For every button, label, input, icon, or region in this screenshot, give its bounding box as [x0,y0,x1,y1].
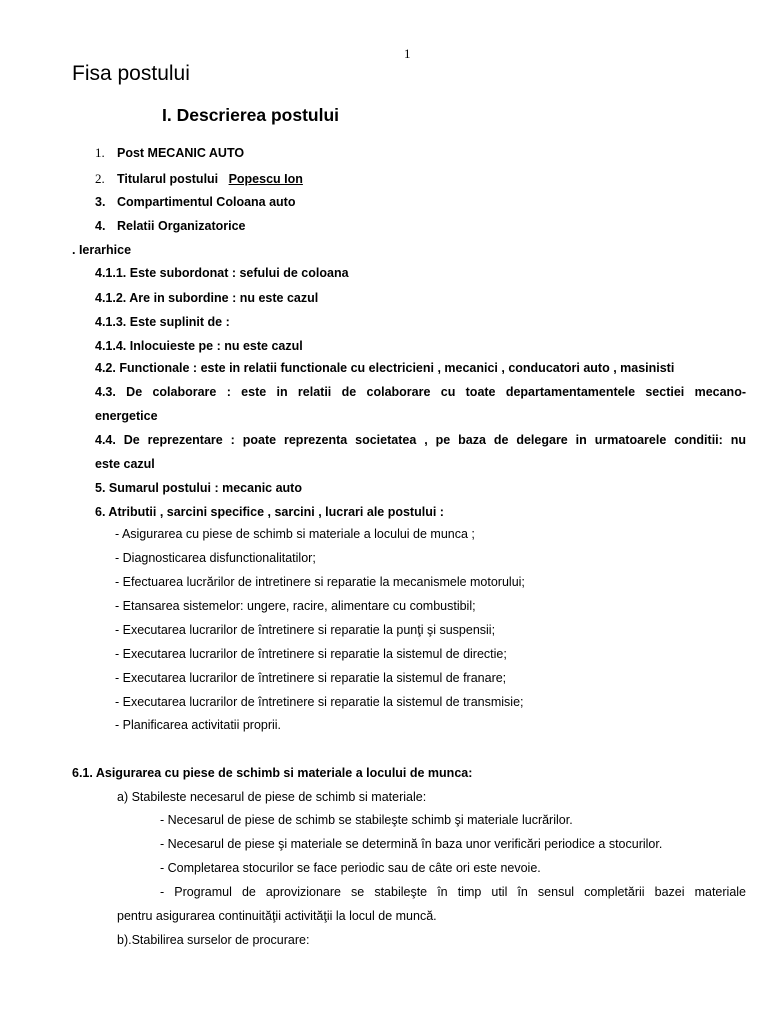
employee-name: Popescu Ion [228,172,303,186]
program-line: - Programul de aprovizionare se stabileşte în timp util în sensul completării bazei materiale [160,885,746,899]
reprezentare-line-cont: este cazul [95,457,155,471]
program-line-cont: pentru asigurarea continuităţii activităţii la locul de muncă. [117,909,437,923]
relation-line: 4.1.3. Este suplinit de : [95,315,230,329]
relation-line: 4.1.4. Inlocuieste pe : nu este cazul [95,339,303,353]
item-3 [95,195,295,209]
colaborare-line-cont: energetice [95,409,158,423]
relation-line: 4.1.1. Este subordonat : sefului de coloana [95,266,349,280]
relation-line: 4.1.2. Are in subordine : nu este cazul [95,291,319,305]
sub-a-item: - Necesarul de piese de schimb se stabileşte schimb şi materiale lucrărilor. [160,813,573,827]
atributie-item: - Diagnosticarea disfunctionalitatilor; [115,551,316,565]
page-number: 1 [404,46,411,61]
section-title: I. Descrierea postului [162,105,340,125]
item-2 [95,171,303,187]
section-61-heading: 6.1. Asigurarea cu piese de schimb si materiale a locului de munca: [72,766,473,780]
item-text: Relatii Organizatorice [117,219,246,233]
document-title: Fisa postului [72,62,190,85]
item-1 [95,145,244,161]
sub-a-heading: a) Stabileste necesarul de piese de schimb si materiale: [117,790,427,804]
atributie-item: - Asigurarea cu piese de schimb si materiale a locului de munca ; [115,527,475,541]
atributie-item: - Efectuarea lucrărilor de intretinere si reparatie la mecanismele motorului; [115,575,525,589]
atributie-item: - Planificarea activitatii proprii. [115,718,282,732]
sub-a-item: - Necesarul de piese şi materiale se determină în baza unor verificări periodice a stocurilor. [160,837,663,851]
atributie-item: - Executarea lucrarilor de întretinere si reparatie la sistemul de transmisie; [115,695,524,709]
item-number: 3. [95,195,106,209]
item-number: 4. [95,219,106,233]
sub-a-item: - Completarea stocurilor se face periodic sau de câte ori este nevoie. [160,861,541,875]
item-text: Titularul postului [117,172,219,186]
relation-line: 4.2. Functionale : este in relatii functionale cu electricieni , mecanici , conducatori auto , masinisti [95,361,675,375]
atributie-item: - Executarea lucrarilor de întretinere si reparatie la sistemul de directie; [115,647,507,661]
item-number: 2. [95,171,105,186]
item-text: Post MECANIC AUTO [117,146,245,160]
atributie-item: - Etansarea sistemelor: ungere, racire, alimentare cu combustibil; [115,599,476,613]
colaborare-line: 4.3. De colaborare : este in relatii de colaborare cu toate departamentamentele sectiei mecano- [95,385,746,399]
atributii-title: 6. Atributii , sarcini specifice , sarcini , lucrari ale postului : [95,505,444,519]
item-text: Compartimentul Coloana auto [117,195,296,209]
reprezentare-line: 4.4. De reprezentare : poate reprezenta societatea , pe baza de delegare in urmatoarele conditii: nu [95,433,746,447]
atributie-item: - Executarea lucrarilor de întretinere si reparatie la sistemul de franare; [115,671,507,685]
item-4 [95,219,246,233]
sub-b-heading: b).Stabilirea surselor de procurare: [117,933,310,947]
sumar-line: 5. Sumarul postului : mecanic auto [95,481,302,495]
ierarhice-heading: . Ierarhice [72,243,132,257]
item-number: 1. [95,145,105,160]
atributie-item: - Executarea lucrarilor de întretinere si reparatie la punţi şi suspensii; [115,623,496,637]
